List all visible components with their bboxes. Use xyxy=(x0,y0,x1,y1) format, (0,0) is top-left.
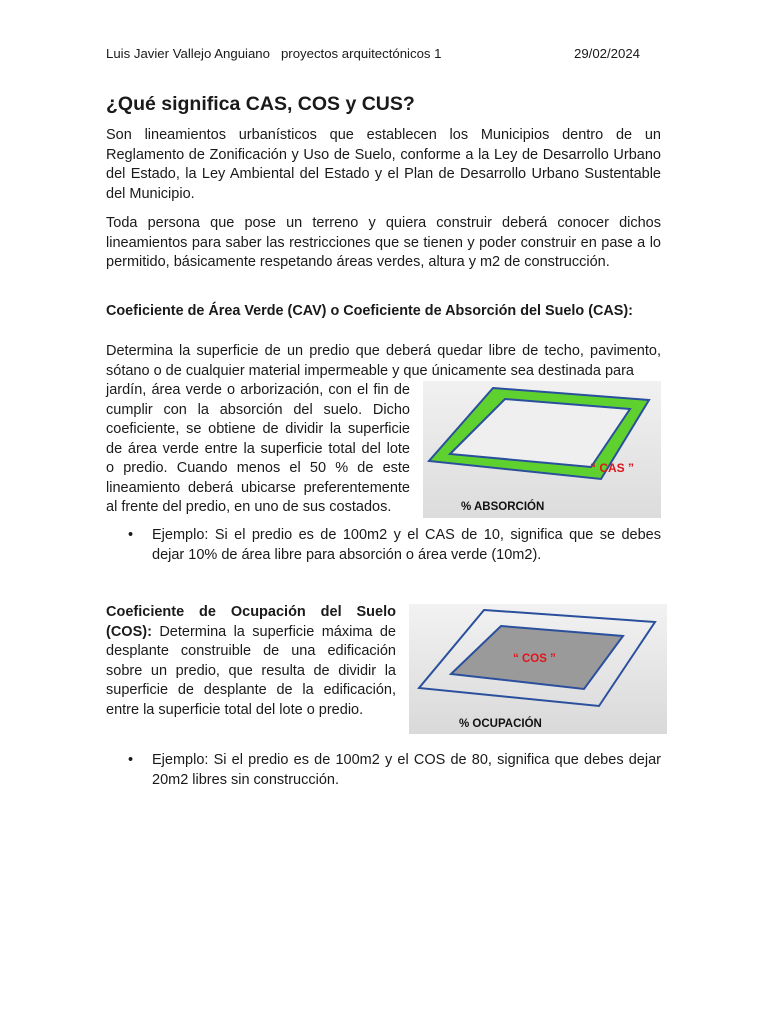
cos-figure xyxy=(409,604,667,734)
bullet-icon: • xyxy=(128,527,134,543)
cas-heading: Coeficiente de Área Verde (CAV) o Coeficiente de Absorción del Suelo (CAS): xyxy=(106,303,633,319)
cas-line: o predio. Cuando menos el 50 % de este xyxy=(106,460,410,476)
header-date: 29/02/2024 xyxy=(573,46,640,61)
cos-line: superficie de desplante de la edificación, xyxy=(106,682,396,698)
cos-example-bullet xyxy=(128,750,661,790)
intro-paragraph-1: Son lineamientos urbanísticos que establecen los Municipios dentro de un Reglamento de Zonificación y Uso de Suelo, conforme a la Ley de Desarrollo Urbano del Estado, la Ley Ambiental del Estado y el Plan de Desarrollo Urbano Sustentable del Municipio. xyxy=(106,127,661,202)
cas-line: jardín, área verde o arborización, con el fin de xyxy=(106,382,410,398)
cas-example-text: Ejemplo: Si el predio es de 100m2 y el CAS de 10, significa que se debes dejar 10% de área libre para absorción o área verde (10m2). xyxy=(152,527,661,563)
cas-line: de área verde entre la superficie total del lote xyxy=(106,440,410,457)
cos-description xyxy=(106,603,396,720)
cas-figure xyxy=(423,381,661,518)
cos-line: entre la superficie total del lote o predio. xyxy=(106,701,364,718)
cos-line-text: Determina la superficie máxima de xyxy=(151,623,396,640)
cas-example-bullet xyxy=(128,525,661,565)
cas-figure-label: “ CAS ” xyxy=(590,461,635,475)
cos-heading: Coeficiente de Ocupación del Suelo xyxy=(106,604,396,620)
header-author: Luis Javier Vallejo Anguiano proyectos arquitectónicos 1 xyxy=(106,46,442,61)
cas-description xyxy=(106,381,410,518)
intro-paragraph-2: Toda persona que pose un terreno y quiera construir deberá conocer dichos lineamientos para saber las restricciones que se tienen y poder construir en pase a lo permitido, básicamente respetando áreas verdes, altura y m2 de construcción. xyxy=(106,215,661,270)
cos-example-text: Ejemplo: Si el predio es de 100m2 y el COS de 80, significa que debes dejar 20m2 libres sin construcción. xyxy=(152,752,661,788)
cos-line: desplante construible de una edificación xyxy=(106,643,396,659)
cos-line xyxy=(106,623,396,643)
cos-figure-label: “ COS ” xyxy=(513,653,556,665)
cas-figure-caption: % ABSORCIÓN xyxy=(461,501,545,513)
cas-line: cumplir con la absorción del suelo. Dicho xyxy=(106,401,410,418)
page-header xyxy=(106,46,640,62)
cas-line: al frente del predio, en uno de sus costados. xyxy=(106,499,392,515)
bullet-icon: • xyxy=(128,752,134,768)
cas-line: lineamiento deberá ubicarse preferentemente xyxy=(106,479,410,496)
cas-line: coeficiente, se obtiene de dividir la superficie xyxy=(106,421,410,437)
page-title: ¿Qué significa CAS, COS y CUS? xyxy=(106,93,415,115)
cos-abbrev: (COS): xyxy=(106,623,152,640)
cas-lead-paragraph: Determina la superficie de un predio que deberá quedar libre de techo, pavimento, sótano o de cualquier material impermeable y que únicamente sea destinada para xyxy=(106,343,661,379)
cos-figure-caption: % OCUPACIÓN xyxy=(459,718,542,730)
cos-line: sobre un predio, que resulta de dividir la xyxy=(106,662,396,679)
